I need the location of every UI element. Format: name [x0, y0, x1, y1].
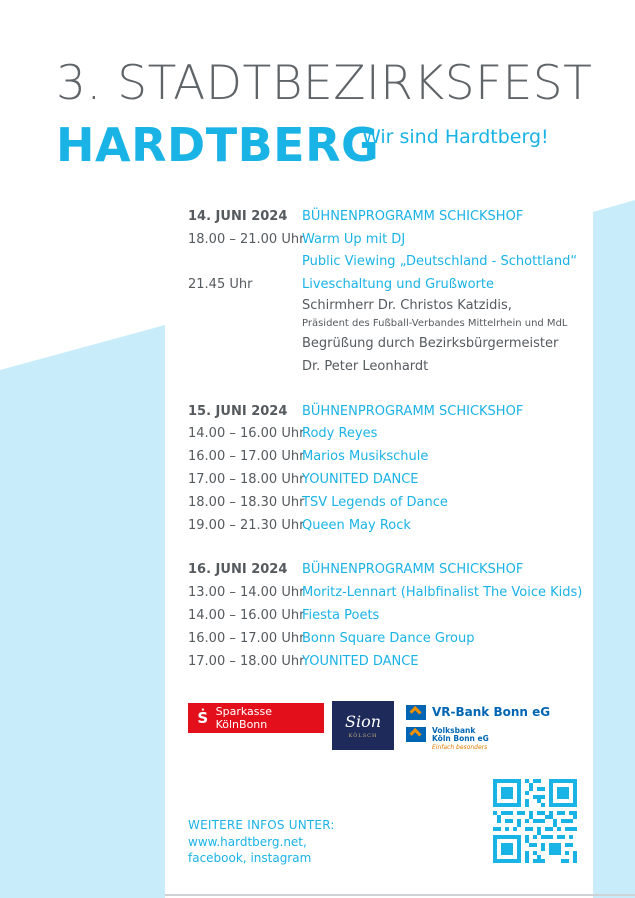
vr-bank-logos [406, 703, 586, 751]
schedule-time: 16.00 – 17.00 Uhr [188, 630, 305, 646]
day-header [188, 205, 588, 228]
sparkasse-s-icon: Ṡ [197, 709, 209, 727]
schedule [188, 205, 588, 673]
schedule-event: YOUNITED DANCE [302, 653, 419, 669]
tagline: Wir sind Hardtberg! [362, 126, 549, 148]
schedule-event: TSV Legends of Dance [302, 494, 448, 510]
day-header [188, 559, 588, 582]
vr-bank-icon [406, 705, 426, 720]
schedule-event: Bonn Square Dance Group [302, 630, 475, 646]
schedule-event: YOUNITED DANCE [302, 472, 419, 488]
schedule-row [188, 314, 588, 332]
day-date: 14. JUNI 2024 [188, 208, 288, 224]
schedule-row [188, 332, 588, 355]
schedule-event: Public Viewing „Deutschland - Schottland“ [302, 254, 578, 270]
page-title: 3. STADTBEZIRKSFEST [56, 56, 593, 111]
schedule-event: Präsident des Fußball-Verbandes Mittelrhein und MdL [302, 317, 568, 329]
schedule-event: Begrüßung durch Bezirksbürgermeister [302, 336, 559, 352]
vr-bank-name: VR-Bank Bonn eG [432, 705, 551, 719]
schedule-event: Marios Musikschule [302, 449, 429, 465]
left-background-shape [0, 325, 165, 898]
schedule-time: 14.00 – 16.00 Uhr [188, 426, 305, 442]
schedule-time: 17.00 – 18.00 Uhr [188, 472, 305, 488]
schedule-time: 19.00 – 21.30 Uhr [188, 517, 305, 533]
day-header [188, 400, 588, 423]
sparkasse-name: Sparkasse KölnBonn [215, 705, 272, 731]
sion-name: Sion [344, 712, 381, 731]
schedule-event: Moritz-Lennart (Halbfinalist The Voice Kids) [302, 585, 583, 601]
sparkasse-logo [188, 703, 324, 733]
schedule-time: 18.00 – 21.00 Uhr [188, 231, 305, 247]
schedule-row [188, 514, 588, 537]
schedule-event: Queen May Rock [302, 517, 411, 533]
schedule-row [188, 445, 588, 468]
schedule-row [188, 604, 588, 627]
sion-logo [332, 701, 394, 750]
schedule-row [188, 423, 588, 446]
day-stage: BÜHNENPROGRAMM SCHICKSHOF [302, 403, 524, 419]
schedule-time: 16.00 – 17.00 Uhr [188, 449, 305, 465]
vr-bank-logo [406, 703, 586, 721]
day-date: 16. JUNI 2024 [188, 562, 288, 578]
schedule-row [188, 296, 588, 314]
schedule-event: Schirmherr Dr. Christos Katzidis, [302, 297, 512, 313]
schedule-row [188, 581, 588, 604]
schedule-row [188, 650, 588, 673]
sponsor-logos [188, 703, 588, 753]
info-social: facebook, instagram [188, 851, 312, 865]
schedule-event: Dr. Peter Leonhardt [302, 358, 429, 374]
schedule-row [188, 228, 588, 251]
more-info [188, 817, 335, 867]
schedule-time: 14.00 – 16.00 Uhr [188, 608, 305, 624]
schedule-event: Warm Up mit DJ [302, 231, 406, 247]
day-stage: BÜHNENPROGRAMM SCHICKSHOF [302, 562, 524, 578]
schedule-event: Rody Reyes [302, 426, 378, 442]
info-website[interactable]: www.hardtberg.net, [188, 834, 307, 849]
sion-subtitle: KÖLSCH [348, 733, 378, 739]
schedule-row [188, 251, 588, 274]
day-stage: BÜHNENPROGRAMM SCHICKSHOF [302, 208, 524, 224]
info-heading: WEITERE INFOS UNTER: [188, 818, 335, 832]
schedule-event: Fiesta Poets [302, 608, 380, 624]
qr-code-icon[interactable] [493, 779, 577, 863]
schedule-row [188, 273, 588, 296]
volksbank-slogan: Einfach besonders [432, 743, 488, 751]
right-background-shape [593, 200, 635, 898]
schedule-event: Liveschaltung und Grußworte [302, 277, 494, 293]
volksbank-name-line1: Volksbank [432, 726, 476, 735]
schedule-time: 21.45 Uhr [188, 277, 253, 293]
schedule-row [188, 468, 588, 491]
volksbank-name-line2: Köln Bonn eG [432, 734, 489, 744]
schedule-row [188, 355, 588, 378]
schedule-time: 13.00 – 14.00 Uhr [188, 585, 305, 601]
volksbank-icon [406, 727, 426, 742]
day-date: 15. JUNI 2024 [188, 403, 288, 419]
schedule-row [188, 491, 588, 514]
page-subtitle: HARDTBERG [56, 118, 380, 172]
volksbank-logo [406, 727, 586, 751]
schedule-row [188, 627, 588, 650]
schedule-time: 17.00 – 18.00 Uhr [188, 653, 305, 669]
schedule-time: 18.00 – 18.30 Uhr [188, 494, 305, 510]
